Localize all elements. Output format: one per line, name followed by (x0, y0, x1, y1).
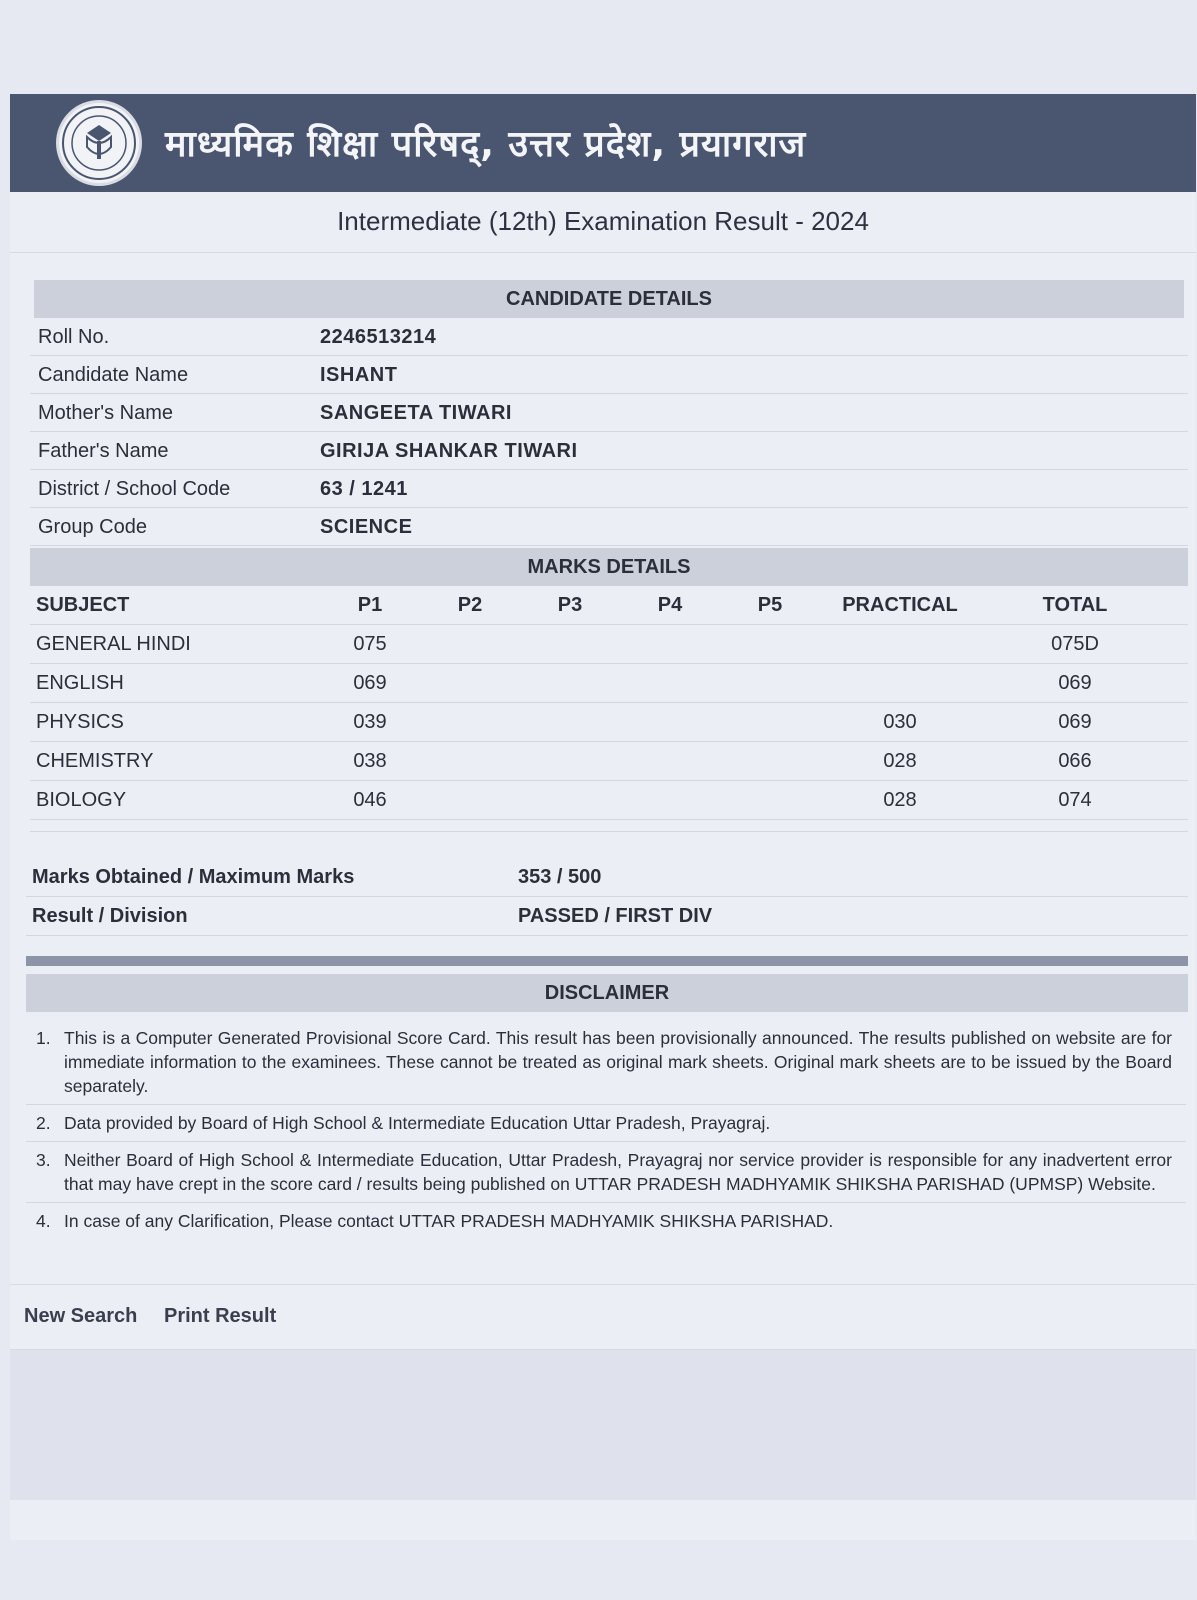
row-label: Father's Name (38, 440, 169, 462)
row-label: Mother's Name (38, 402, 173, 424)
col-header: PRACTICAL (842, 594, 958, 616)
col-header: P4 (657, 594, 683, 616)
subject-cell: ENGLISH (36, 672, 124, 694)
col-header: P1 (357, 594, 383, 616)
total-cell: 074 (1058, 789, 1092, 811)
subject-cell: PHYSICS (36, 711, 124, 733)
candidate-row-father (30, 432, 1188, 470)
summary-label: Result / Division (32, 905, 188, 927)
summary-marks-row (26, 858, 1188, 897)
col-header: TOTAL (1042, 594, 1108, 616)
row-value: GIRIJA SHANKAR TIWARI (320, 440, 578, 462)
candidate-row-mother (30, 394, 1188, 432)
item-number: 1. (36, 1028, 51, 1048)
p1-cell: 069 (353, 672, 387, 694)
row-value: ISHANT (320, 364, 398, 386)
summary-label: Marks Obtained / Maximum Marks (32, 866, 355, 888)
list-item (26, 1020, 1186, 1105)
header-banner (10, 94, 1196, 192)
p1-cell: 075 (353, 633, 387, 655)
table-row (30, 664, 1188, 703)
summary-value: PASSED / FIRST DIV (518, 905, 713, 927)
disclaimer-list (26, 1020, 1186, 1239)
row-value: 2246513214 (320, 326, 437, 348)
new-search-link[interactable]: New Search (24, 1305, 138, 1327)
col-header: P2 (457, 594, 483, 616)
list-item (26, 1105, 1186, 1142)
disclaimer-header: DISCLAIMER (26, 974, 1188, 1012)
divider (26, 956, 1188, 966)
total-cell: 075D (1051, 633, 1099, 655)
candidate-row-name (30, 356, 1188, 394)
summary-result-row (26, 897, 1188, 936)
candidate-row-group (30, 508, 1188, 546)
item-text: Data provided by Board of High School & Intermediate Education Uttar Pradesh, Prayagraj. (64, 1113, 771, 1133)
row-label: Candidate Name (38, 364, 189, 386)
exam-title: Intermediate (12th) Examination Result - 2024 (337, 206, 869, 236)
item-text: In case of any Clarification, Please contact UTTAR PRADESH MADHYAMIK SHIKSHA PARISHAD. (64, 1211, 834, 1231)
table-row (30, 742, 1188, 781)
subject-cell: CHEMISTRY (36, 750, 154, 772)
col-header: P5 (757, 594, 783, 616)
item-number: 3. (36, 1150, 51, 1170)
total-cell: 069 (1058, 711, 1092, 733)
footer-band (10, 1350, 1196, 1500)
action-bar (10, 1284, 1196, 1350)
list-item (26, 1142, 1186, 1203)
p1-cell: 039 (353, 711, 387, 733)
row-label: Group Code (38, 516, 147, 538)
marks-table-header (30, 586, 1188, 625)
row-value: SCIENCE (320, 516, 413, 538)
table-spacer-row (30, 820, 1188, 832)
up-board-emblem-icon (56, 100, 142, 186)
result-sheet (10, 94, 1196, 1540)
candidate-details-header: CANDIDATE DETAILS (34, 280, 1184, 318)
total-cell: 069 (1058, 672, 1092, 694)
practical-cell: 030 (883, 711, 917, 733)
practical-cell: 028 (883, 789, 917, 811)
item-text: Neither Board of High School & Intermediate Education, Uttar Pradesh, Prayagraj nor service provider is responsible for any inadvertent error that may have crept in the score card / results being published on UTTAR PRADESH MADHYAMIK SHIKSHA PARISHAD (UPMSP) Website. (64, 1150, 1172, 1194)
candidate-row-district (30, 470, 1188, 508)
p1-cell: 046 (353, 789, 387, 811)
row-label: District / School Code (38, 478, 231, 500)
summary-value: 353 / 500 (518, 866, 602, 888)
board-name: माध्यमिक शिक्षा परिषद्, उत्तर प्रदेश, प्रयागराज (165, 124, 807, 165)
p1-cell: 038 (353, 750, 387, 772)
col-header: P3 (557, 594, 583, 616)
row-value: 63 / 1241 (320, 478, 408, 500)
list-item (26, 1203, 1186, 1239)
print-result-link[interactable]: Print Result (164, 1305, 277, 1327)
table-row (30, 625, 1188, 664)
item-text: This is a Computer Generated Provisional Score Card. This result has been provisionally announced. The results published on website are for immediate information to the examinees. These cannot be treated as original mark sheets. Original mark sheets are to be issued by the Board separately. (64, 1028, 1172, 1096)
marks-details-header: MARKS DETAILS (30, 548, 1188, 586)
practical-cell: 028 (883, 750, 917, 772)
subject-cell: GENERAL HINDI (36, 633, 191, 655)
subject-cell: BIOLOGY (36, 789, 127, 811)
item-number: 4. (36, 1211, 51, 1231)
table-row (30, 781, 1188, 820)
candidate-row-roll (30, 318, 1188, 356)
table-row (30, 703, 1188, 742)
total-cell: 066 (1058, 750, 1092, 772)
row-value: SANGEETA TIWARI (320, 402, 512, 424)
item-number: 2. (36, 1113, 51, 1133)
col-header: SUBJECT (36, 594, 130, 616)
row-label: Roll No. (38, 326, 110, 348)
divider (10, 252, 1196, 253)
